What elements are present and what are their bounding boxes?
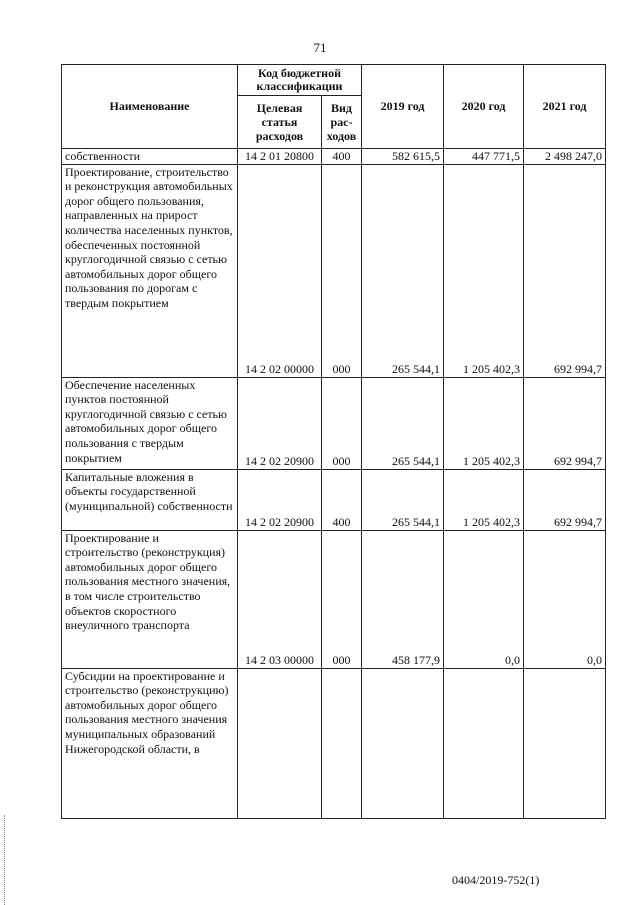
row-value-2021: 692 994,7 — [524, 377, 606, 469]
row-target-code — [238, 668, 322, 818]
row-value-2021: 0,0 — [524, 530, 606, 668]
header-code-group: Код бюджетной классификации — [238, 65, 362, 96]
row-value-2019: 582 615,5 — [362, 149, 444, 165]
row-name: Субсидии на проектирование и строительство (реконструкцию) автомобильных дорог общего пользования местного значения муниципальных образований Нижегородской области, в — [62, 668, 238, 818]
row-value-2021: 2 498 247,0 — [524, 149, 606, 165]
binding-edge-marks — [4, 815, 8, 905]
row-value-2020: 1 205 402,3 — [444, 164, 524, 377]
row-value-2020: 1 205 402,3 — [444, 469, 524, 530]
row-value-2019 — [362, 668, 444, 818]
row-name: Проектирование и строительство (реконструкция) автомобильных дорог общего пользования местного значения, в том числе строительство объектов скоростного внеуличного транспорта — [62, 530, 238, 668]
row-value-2020 — [444, 668, 524, 818]
table-row — [62, 668, 606, 818]
row-expense-type — [322, 668, 362, 818]
row-value-2019: 265 544,1 — [362, 377, 444, 469]
row-name: Проектирование, строительство и реконструкция автомобильных дорог общего пользования, направленных на прирост количества населенных пунктов, обеспеченных постоянной круглогодичной связью с сетью автомобильных дорог общего пользования по дорогам с твердым покрытием — [62, 164, 238, 377]
page-number: 71 — [313, 40, 327, 55]
row-target-code: 14 2 02 20900 — [238, 377, 322, 469]
row-target-code: 14 2 01 20800 — [238, 149, 322, 165]
row-value-2019: 458 177,9 — [362, 530, 444, 668]
row-expense-type: 000 — [322, 377, 362, 469]
row-value-2020: 1 205 402,3 — [444, 377, 524, 469]
row-expense-type: 400 — [322, 469, 362, 530]
header-expense-type: Вид рас-ходов — [322, 96, 362, 149]
table-row — [62, 530, 606, 668]
header-2020: 2020 год — [444, 65, 524, 149]
row-value-2019: 265 544,1 — [362, 164, 444, 377]
row-value-2019: 265 544,1 — [362, 469, 444, 530]
document-code: 0404/2019-752(1) — [452, 873, 540, 887]
header-2019: 2019 год — [362, 65, 444, 149]
header-target-article: Целевая статья расходов — [238, 96, 322, 149]
row-value-2021 — [524, 668, 606, 818]
header-2021: 2021 год — [524, 65, 606, 149]
table-row — [62, 377, 606, 469]
table-row — [62, 164, 606, 377]
row-expense-type: 000 — [322, 164, 362, 377]
row-value-2020: 447 771,5 — [444, 149, 524, 165]
row-target-code: 14 2 02 20900 — [238, 469, 322, 530]
row-target-code: 14 2 03 00000 — [238, 530, 322, 668]
row-value-2020: 0,0 — [444, 530, 524, 668]
row-name: Капитальные вложения в объекты государственной (муниципальной) собственности — [62, 469, 238, 530]
budget-table — [61, 64, 606, 819]
row-target-code: 14 2 02 00000 — [238, 164, 322, 377]
row-name: Обеспечение населенных пунктов постоянной круглогодичной связью с сетью автомобильных дорог общего пользования с твердым покрытием — [62, 377, 238, 469]
table-row — [62, 469, 606, 530]
row-value-2021: 692 994,7 — [524, 469, 606, 530]
row-expense-type: 000 — [322, 530, 362, 668]
table-row — [62, 149, 606, 165]
row-expense-type: 400 — [322, 149, 362, 165]
header-name: Наименование — [62, 65, 238, 149]
row-value-2021: 692 994,7 — [524, 164, 606, 377]
row-name: собственности — [62, 149, 238, 165]
